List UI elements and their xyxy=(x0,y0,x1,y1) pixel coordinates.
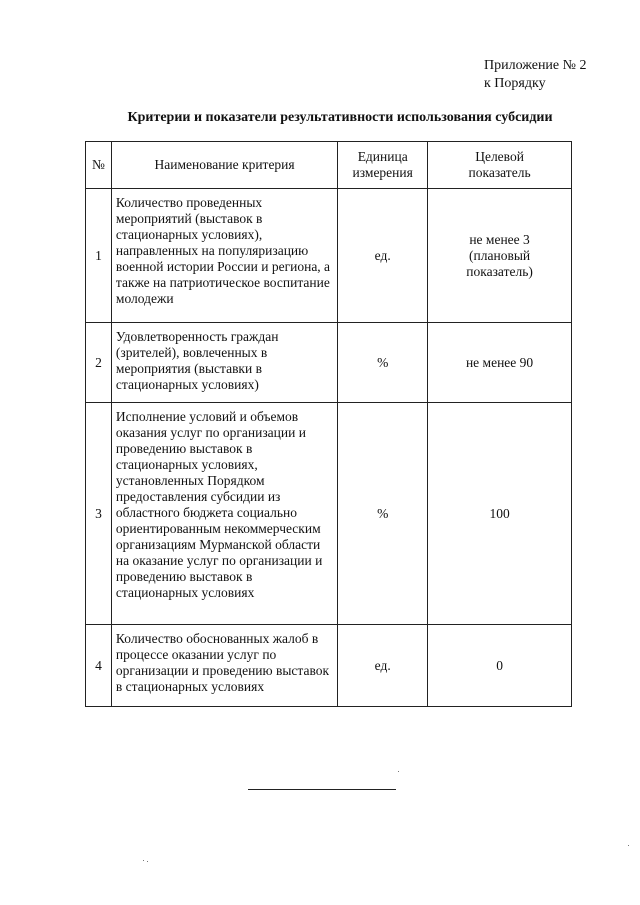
row-num: 3 xyxy=(86,403,112,625)
document-title: Критерии и показатели результативности использования субсидии xyxy=(127,110,553,125)
row-target: 0 xyxy=(428,625,572,707)
row-target: не менее 3 (плановый показатель) xyxy=(428,189,572,323)
table-row xyxy=(86,625,572,707)
row-num: 2 xyxy=(86,323,112,403)
scan-speck xyxy=(143,860,144,861)
scan-speck xyxy=(628,845,629,846)
row-criterion: Исполнение условий и объемов оказания услуг по организации и проведению выставок в стационарных условиях, установленных Порядком предоставления субсидии из областного бюджета социально ориентированным некоммерческим организациям Мурманской области на оказание услуг по организации и проведению выставок в стационарных условиях xyxy=(111,403,337,625)
appendix-line-1: Приложение № 2 xyxy=(484,58,587,73)
row-criterion: Количество проведенных мероприятий (выставок в стационарных условиях), направленных на популяризацию военной истории России и региона, а также на патриотическое воспитание молодежи xyxy=(111,189,337,323)
table-header-row xyxy=(86,142,572,189)
row-criterion: Удовлетворенность граждан (зрителей), вовлеченных в мероприятия (выставки в стационарных условиях) xyxy=(111,323,337,403)
scan-speck xyxy=(147,861,148,862)
row-unit: ед. xyxy=(338,625,428,707)
row-target: не менее 90 xyxy=(428,323,572,403)
header-name: Наименование критерия xyxy=(111,142,337,189)
criteria-table xyxy=(85,141,572,707)
row-criterion: Количество обоснованных жалоб в процессе оказании услуг по организации и проведению выставок в стационарных условиях xyxy=(111,625,337,707)
appendix-line-2: к Порядку xyxy=(484,76,546,91)
header-num: № xyxy=(86,142,112,189)
closing-line xyxy=(248,789,396,790)
table-row xyxy=(86,323,572,403)
table-row xyxy=(86,189,572,323)
scan-speck xyxy=(398,771,399,772)
header-unit: Единица измерения xyxy=(338,142,428,189)
row-num: 1 xyxy=(86,189,112,323)
appendix-note xyxy=(484,57,587,93)
row-unit: % xyxy=(338,323,428,403)
row-unit: ед. xyxy=(338,189,428,323)
row-target: 100 xyxy=(428,403,572,625)
row-num: 4 xyxy=(86,625,112,707)
row-unit: % xyxy=(338,403,428,625)
header-target: Целевой показатель xyxy=(428,142,572,189)
table-row xyxy=(86,403,572,625)
